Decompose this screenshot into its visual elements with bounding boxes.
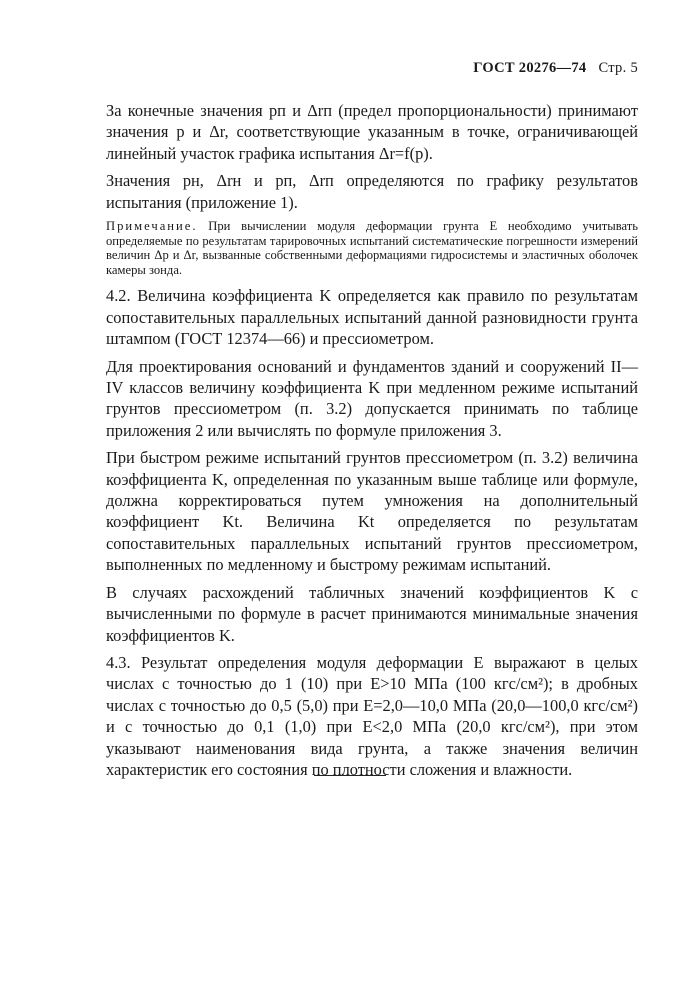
page-number: Стр. 5 xyxy=(598,60,638,76)
document-body xyxy=(106,100,638,786)
note-text: При вычислении модуля деформации грунта E необходимо учитывать определяемые по результатам тарировочных испытаний систематические погрешности измерений величин Δp и Δr, вызванные собственными деформациями гидросистемы и эластичных оболочек камеры зонда. xyxy=(106,219,638,277)
paragraph-discrepancies: В случаях расхождений табличных значений коэффициентов K с вычисленными по формуле в расчет принимаются минимальные значения коэффициентов K. xyxy=(106,582,638,645)
paragraph-4-2: 4.2. Величина коэффициента K определяется как правило по результатам сопоставительных параллельных испытаний данной разновидности грунта штампом (ГОСТ 12374—66) и прессиометром. xyxy=(106,286,638,349)
standard-number: ГОСТ 20276—74 xyxy=(473,60,587,76)
note-heading: Примечание. xyxy=(106,219,198,234)
paragraph-design-classes: Для проектирования оснований и фундаментов зданий и сооружений II—IV классов величину коэффициента K при медленном режиме испытаний грунтов прессиометром (п. 3.2) допускается принимать по таблице приложения 2 или вычислять по формуле приложения 3. xyxy=(106,356,638,440)
paragraph-proportionality-limit: За конечные значения pп и Δrп (предел пропорциональности) принимают значения p и Δr, соответствующие указанным в точке, ограничивающей линейный участок графика испытания Δr=f(p). xyxy=(106,101,638,163)
note-block xyxy=(106,219,638,277)
end-divider xyxy=(314,775,386,776)
paragraph-4-3: 4.3. Результат определения модуля деформации E выражают в целых числах с точностью до 1 (10) при E>10 МПа (100 кгс/см²); в дробных числах с точностью до 0,5 (5,0) при E=2,0—10,0 МПа (20,0—100,0 кгс/см²) и с точностью до 0,1 (1,0) при E<2,0 МПа (20,0 кгс/см²), при этом указывают наименования вида грунта, а также значения величин характеристик его состояния по плотности сложения и влажности. xyxy=(106,652,638,779)
paragraph-values-definition: Значения pн, Δrн и pп, Δrп определяются по графику результатов испытания (приложение 1). xyxy=(106,171,638,212)
page-header xyxy=(473,60,638,77)
paragraph-fast-mode: При быстром режиме испытаний грунтов прессиометром (п. 3.2) величина коэффициента K, определенная по указанным выше таблице или формуле, должна корректироваться путем умножения на дополнительный коэффициент Kt. Величина Kt определяется по результатам сопоставительных параллельных испытаний грунтов прессиометром, выполненных по медленному и быстрому режимам испытаний. xyxy=(106,448,638,575)
